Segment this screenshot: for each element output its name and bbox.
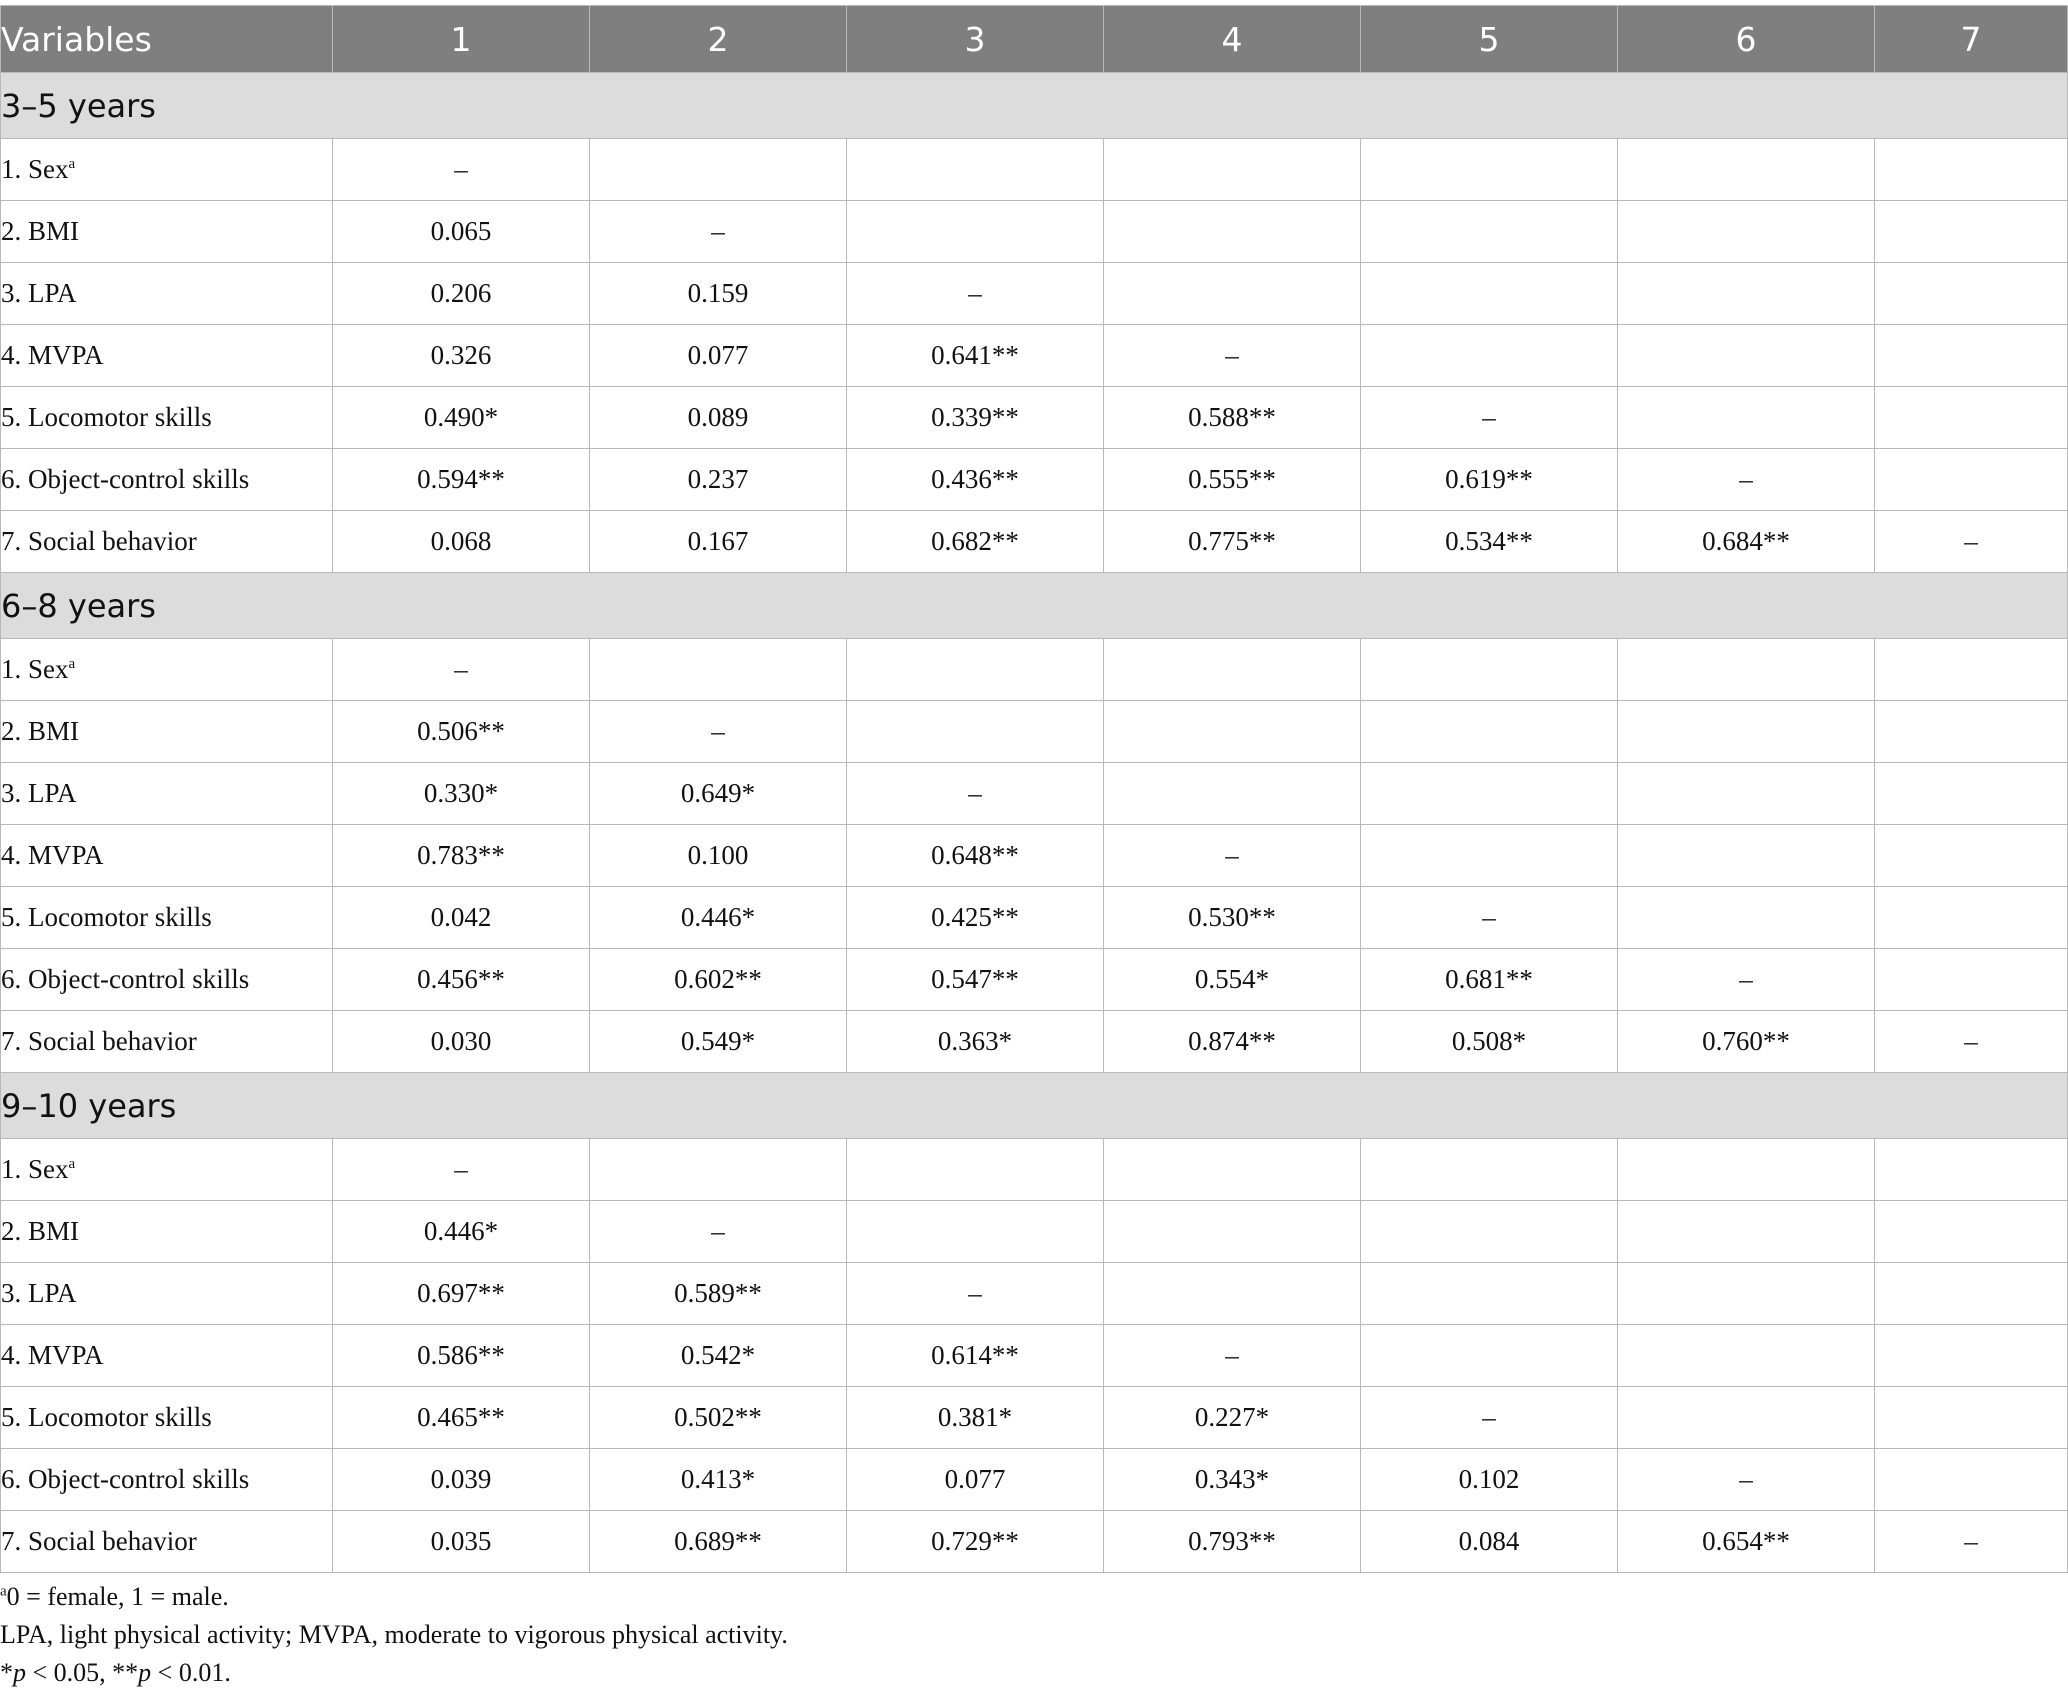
table-row: [1, 1263, 2068, 1325]
correlation-cell: [1875, 887, 2068, 949]
variable-label: 4. MVPA: [1, 840, 104, 870]
variable-label: 6. Object-control skills: [1, 1464, 250, 1494]
variable-label: 3. LPA: [1, 1278, 77, 1308]
correlation-cell: [590, 639, 847, 701]
group-label: 6–8 years: [1, 573, 2068, 639]
correlation-cell: 0.456**: [333, 949, 590, 1011]
correlation-cell: –: [847, 763, 1104, 825]
correlation-cell: 0.681**: [1361, 949, 1618, 1011]
correlation-cell: [1361, 1263, 1618, 1325]
correlation-cell: 0.542*: [590, 1325, 847, 1387]
table-row: [1, 1387, 2068, 1449]
correlation-cell: 0.555**: [1104, 449, 1361, 511]
correlation-cell: 0.588**: [1104, 387, 1361, 449]
correlation-cell: 0.339**: [847, 387, 1104, 449]
table-row: [1, 825, 2068, 887]
variable-label: 7. Social behavior: [1, 1026, 197, 1056]
correlation-cell: 0.502**: [590, 1387, 847, 1449]
variable-label: 3. LPA: [1, 778, 77, 808]
correlation-cell: 0.760**: [1618, 1011, 1875, 1073]
correlation-cell: [1618, 325, 1875, 387]
correlation-cell: 0.436**: [847, 449, 1104, 511]
correlation-cell: [1104, 763, 1361, 825]
variable-label: 1. Sex: [1, 154, 69, 184]
correlation-cell: 0.547**: [847, 949, 1104, 1011]
variable-cell: [1, 387, 333, 449]
correlation-cell: –: [1618, 449, 1875, 511]
header-cell-6: 6: [1618, 6, 1875, 73]
correlation-cell: [1361, 1139, 1618, 1201]
correlation-cell: 0.602**: [590, 949, 847, 1011]
table-row: [1, 1449, 2068, 1511]
variable-label: 7. Social behavior: [1, 526, 197, 556]
correlation-cell: [1875, 1139, 2068, 1201]
correlation-cell: –: [333, 1139, 590, 1201]
footnote-marker: a: [68, 1156, 76, 1172]
correlation-cell: –: [590, 1201, 847, 1263]
correlation-cell: 0.227*: [1104, 1387, 1361, 1449]
table-row: [1, 639, 2068, 701]
correlation-cell: 0.343*: [1104, 1449, 1361, 1511]
footnote-sig-text1: < 0.05,: [26, 1658, 113, 1687]
correlation-cell: 0.084: [1361, 1511, 1618, 1573]
correlation-cell: 0.490*: [333, 387, 590, 449]
table-row: [1, 387, 2068, 449]
correlation-cell: [1875, 825, 2068, 887]
correlation-cell: –: [1875, 1011, 2068, 1073]
table-row: [1, 449, 2068, 511]
correlation-cell: [1104, 1201, 1361, 1263]
correlation-cell: 0.684**: [1618, 511, 1875, 573]
correlation-cell: 0.697**: [333, 1263, 590, 1325]
correlation-cell: [847, 1201, 1104, 1263]
footnote-significance: [0, 1654, 788, 1692]
correlation-cell: 0.641**: [847, 325, 1104, 387]
correlation-cell: 0.363*: [847, 1011, 1104, 1073]
correlation-cell: [1875, 763, 2068, 825]
correlation-cell: [1618, 1325, 1875, 1387]
correlation-cell: 0.775**: [1104, 511, 1361, 573]
correlation-cell: 0.039: [333, 1449, 590, 1511]
correlation-cell: 0.506**: [333, 701, 590, 763]
group-label: 3–5 years: [1, 73, 2068, 139]
correlation-cell: 0.077: [590, 325, 847, 387]
correlation-cell: [1361, 1325, 1618, 1387]
correlation-cell: –: [1361, 387, 1618, 449]
correlation-cell: 0.534**: [1361, 511, 1618, 573]
group-label: 9–10 years: [1, 1073, 2068, 1139]
footnote-marker: a: [68, 156, 76, 172]
header-cell-3: 3: [847, 6, 1104, 73]
correlation-cell: [1875, 387, 2068, 449]
variable-cell: [1, 1449, 333, 1511]
correlation-cell: –: [847, 1263, 1104, 1325]
correlation-cell: [1618, 387, 1875, 449]
correlation-cell: [1618, 1139, 1875, 1201]
correlation-cell: –: [1618, 1449, 1875, 1511]
correlation-cell: [1361, 325, 1618, 387]
correlation-cell: [1104, 639, 1361, 701]
footnote-sig-star1: *: [0, 1658, 13, 1687]
variable-label: 5. Locomotor skills: [1, 902, 212, 932]
correlation-cell: [1618, 201, 1875, 263]
correlation-cell: 0.413*: [590, 1449, 847, 1511]
variable-cell: [1, 139, 333, 201]
variable-cell: [1, 763, 333, 825]
correlation-cell: [1618, 1387, 1875, 1449]
table-header-row: [1, 6, 2068, 73]
variable-label: 4. MVPA: [1, 1340, 104, 1370]
correlation-cell: 0.042: [333, 887, 590, 949]
table-row: [1, 263, 2068, 325]
correlation-table: [0, 5, 2068, 1573]
correlation-cell: [1361, 701, 1618, 763]
correlation-cell: [1361, 825, 1618, 887]
correlation-cell: 0.648**: [847, 825, 1104, 887]
correlation-cell: [1875, 1325, 2068, 1387]
correlation-cell: 0.589**: [590, 1263, 847, 1325]
correlation-cell: –: [333, 139, 590, 201]
correlation-cell: [1361, 763, 1618, 825]
correlation-cell: [1104, 139, 1361, 201]
correlation-cell: [1618, 1263, 1875, 1325]
correlation-cell: [1618, 701, 1875, 763]
correlation-cell: 0.035: [333, 1511, 590, 1573]
group-header-row: [1, 573, 2068, 639]
header-cell-2: 2: [590, 6, 847, 73]
variable-cell: [1, 1201, 333, 1263]
header-cell-7: 7: [1875, 6, 2068, 73]
correlation-cell: [1875, 263, 2068, 325]
correlation-cell: –: [1361, 1387, 1618, 1449]
correlation-cell: [1875, 1263, 2068, 1325]
footnote-sex-marker: a: [0, 1583, 7, 1600]
correlation-cell: 0.586**: [333, 1325, 590, 1387]
correlation-cell: –: [1875, 511, 2068, 573]
correlation-cell: 0.465**: [333, 1387, 590, 1449]
header-cell-variables: Variables: [1, 6, 333, 73]
table-row: [1, 949, 2068, 1011]
variable-label: 6. Object-control skills: [1, 464, 250, 494]
table-row: [1, 1011, 2068, 1073]
correlation-cell: [1875, 639, 2068, 701]
variable-cell: [1, 1263, 333, 1325]
correlation-cell: [1875, 139, 2068, 201]
correlation-cell: [1618, 1201, 1875, 1263]
table-row: [1, 887, 2068, 949]
correlation-cell: 0.068: [333, 511, 590, 573]
footnote-abbreviations: LPA, light physical activity; MVPA, moderate to vigorous physical activity.: [0, 1620, 788, 1649]
variable-cell: [1, 825, 333, 887]
correlation-cell: [1104, 263, 1361, 325]
correlation-cell: 0.065: [333, 201, 590, 263]
correlation-cell: 0.729**: [847, 1511, 1104, 1573]
correlation-cell: –: [1618, 949, 1875, 1011]
correlation-cell: [1361, 139, 1618, 201]
table-row: [1, 325, 2068, 387]
correlation-cell: 0.159: [590, 263, 847, 325]
correlation-cell: [1104, 701, 1361, 763]
correlation-cell: 0.102: [1361, 1449, 1618, 1511]
variable-cell: [1, 949, 333, 1011]
correlation-cell: 0.508*: [1361, 1011, 1618, 1073]
variable-label: 4. MVPA: [1, 340, 104, 370]
correlation-cell: [847, 701, 1104, 763]
group-header-row: [1, 1073, 2068, 1139]
footnote-sex: [0, 1578, 788, 1616]
correlation-cell: [1361, 1201, 1618, 1263]
variable-label: 3. LPA: [1, 278, 77, 308]
table-row: [1, 1201, 2068, 1263]
variable-label: 5. Locomotor skills: [1, 1402, 212, 1432]
correlation-cell: [1875, 1449, 2068, 1511]
table-row: [1, 139, 2068, 201]
correlation-cell: 0.425**: [847, 887, 1104, 949]
correlation-cell: [847, 1139, 1104, 1201]
correlation-cell: [847, 639, 1104, 701]
table-row: [1, 701, 2068, 763]
correlation-cell: 0.530**: [1104, 887, 1361, 949]
correlation-cell: [1104, 1263, 1361, 1325]
correlation-cell: –: [590, 201, 847, 263]
correlation-cell: [1618, 763, 1875, 825]
correlation-cell: 0.874**: [1104, 1011, 1361, 1073]
correlation-cell: –: [847, 263, 1104, 325]
correlation-cell: 0.167: [590, 511, 847, 573]
table-row: [1, 511, 2068, 573]
correlation-cell: [1875, 1201, 2068, 1263]
correlation-cell: 0.206: [333, 263, 590, 325]
table-row: [1, 763, 2068, 825]
variable-label: 7. Social behavior: [1, 1526, 197, 1556]
correlation-cell: 0.619**: [1361, 449, 1618, 511]
variable-cell: [1, 1387, 333, 1449]
correlation-cell: 0.089: [590, 387, 847, 449]
variable-cell: [1, 639, 333, 701]
header-cell-5: 5: [1361, 6, 1618, 73]
correlation-cell: 0.100: [590, 825, 847, 887]
footnote-marker: a: [68, 656, 76, 672]
correlation-cell: 0.446*: [333, 1201, 590, 1263]
variable-cell: [1, 1011, 333, 1073]
variable-label: 1. Sex: [1, 654, 69, 684]
correlation-cell: –: [1104, 1325, 1361, 1387]
table-body: [1, 73, 2068, 1573]
correlation-cell: [1875, 449, 2068, 511]
correlation-cell: 0.689**: [590, 1511, 847, 1573]
footnote-sig-p2: p: [138, 1658, 152, 1687]
correlation-cell: [1618, 639, 1875, 701]
correlation-cell: 0.649*: [590, 763, 847, 825]
variable-label: 2. BMI: [1, 216, 80, 246]
correlation-cell: [1104, 1139, 1361, 1201]
correlation-cell: 0.077: [847, 1449, 1104, 1511]
correlation-cell: [1618, 263, 1875, 325]
table-row: [1, 1325, 2068, 1387]
variable-cell: [1, 887, 333, 949]
correlation-cell: 0.330*: [333, 763, 590, 825]
correlation-cell: 0.237: [590, 449, 847, 511]
footnotes: [0, 1578, 788, 1692]
footnote-sig-p1: p: [13, 1658, 26, 1687]
correlation-cell: [1875, 325, 2068, 387]
correlation-cell: 0.549*: [590, 1011, 847, 1073]
variable-cell: [1, 511, 333, 573]
variable-cell: [1, 1325, 333, 1387]
correlation-cell: –: [590, 701, 847, 763]
correlation-cell: 0.654**: [1618, 1511, 1875, 1573]
correlation-cell: [847, 201, 1104, 263]
correlation-cell: [590, 139, 847, 201]
variable-cell: [1, 1511, 333, 1573]
correlation-cell: 0.614**: [847, 1325, 1104, 1387]
footnote-sex-text: 0 = female, 1 = male.: [6, 1582, 229, 1611]
correlation-cell: 0.030: [333, 1011, 590, 1073]
correlation-cell: –: [333, 639, 590, 701]
correlation-cell: [1361, 639, 1618, 701]
correlation-cell: [1618, 887, 1875, 949]
correlation-cell: [1618, 825, 1875, 887]
variable-label: 2. BMI: [1, 716, 80, 746]
header-cell-1: 1: [333, 6, 590, 73]
table-row: [1, 201, 2068, 263]
header-cell-4: 4: [1104, 6, 1361, 73]
correlation-cell: 0.682**: [847, 511, 1104, 573]
correlation-cell: –: [1361, 887, 1618, 949]
variable-label: 6. Object-control skills: [1, 964, 250, 994]
variable-cell: [1, 701, 333, 763]
group-header-row: [1, 73, 2068, 139]
correlation-cell: [1361, 201, 1618, 263]
correlation-cell: [1361, 263, 1618, 325]
correlation-cell: [1875, 1387, 2068, 1449]
correlation-cell: –: [1104, 825, 1361, 887]
correlation-cell: 0.783**: [333, 825, 590, 887]
correlation-cell: 0.554*: [1104, 949, 1361, 1011]
footnote-sig-text2: < 0.01.: [151, 1658, 231, 1687]
table-row: [1, 1511, 2068, 1573]
correlation-cell: [1104, 201, 1361, 263]
footnote-sig-star2: **: [112, 1658, 139, 1687]
correlation-cell: [847, 139, 1104, 201]
variable-cell: [1, 325, 333, 387]
variable-label: 5. Locomotor skills: [1, 402, 212, 432]
correlation-cell: 0.326: [333, 325, 590, 387]
correlation-cell: [1875, 701, 2068, 763]
correlation-cell: [1875, 201, 2068, 263]
correlation-cell: 0.381*: [847, 1387, 1104, 1449]
variable-label: 1. Sex: [1, 1154, 69, 1184]
table-row: [1, 1139, 2068, 1201]
correlation-cell: –: [1875, 1511, 2068, 1573]
correlation-cell: [1618, 139, 1875, 201]
correlation-cell: [590, 1139, 847, 1201]
correlation-cell: 0.446*: [590, 887, 847, 949]
variable-label: 2. BMI: [1, 1216, 80, 1246]
variable-cell: [1, 263, 333, 325]
variable-cell: [1, 1139, 333, 1201]
correlation-cell: [1875, 949, 2068, 1011]
variable-cell: [1, 201, 333, 263]
correlation-cell: –: [1104, 325, 1361, 387]
correlation-cell: 0.793**: [1104, 1511, 1361, 1573]
correlation-cell: 0.594**: [333, 449, 590, 511]
variable-cell: [1, 449, 333, 511]
